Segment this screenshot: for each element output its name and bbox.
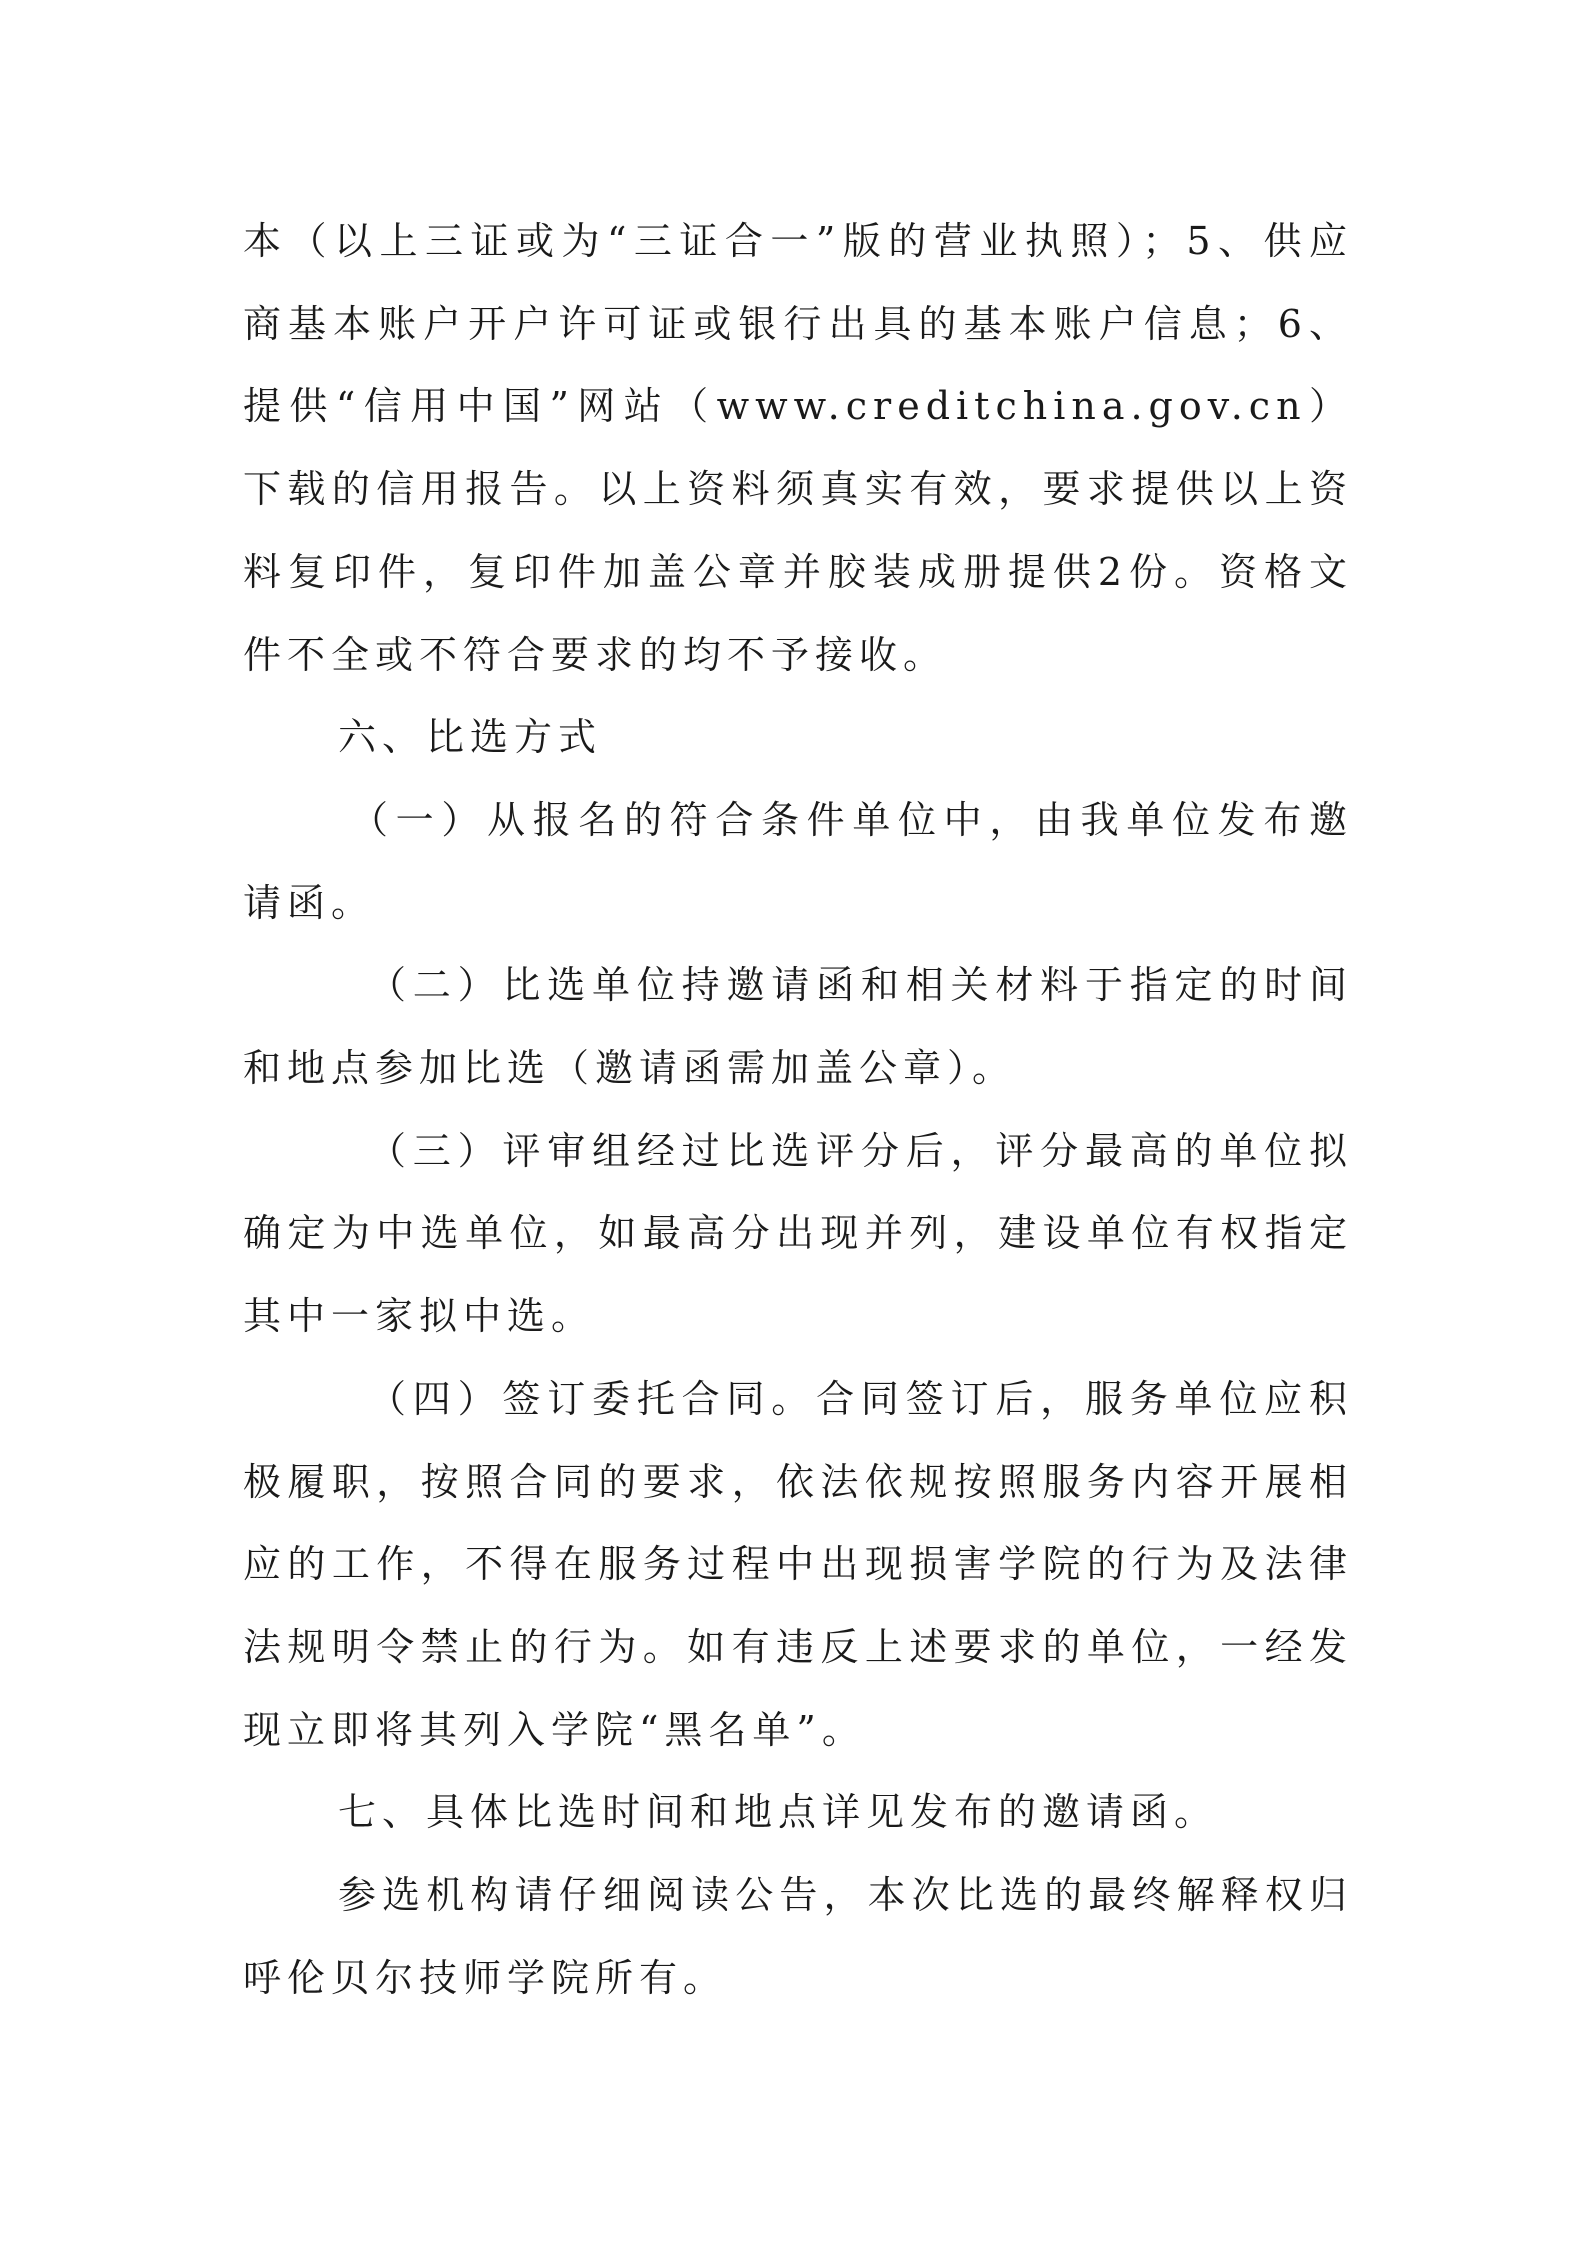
section-heading-selection-method: 六、比选方式	[338, 715, 603, 760]
document-body	[243, 200, 1353, 2019]
paragraph-selection-step-1: （一）从报名的符合条件单位中，由我单位发布邀请函。	[243, 797, 1353, 925]
section-heading-time-location: 七、具体比选时间和地点详见发布的邀请函。	[338, 1790, 1219, 1835]
paragraph-final-interpretation: 参选机构请仔细阅读公告，本次比选的最终解释权归呼伦贝尔技师学院所有。	[243, 1873, 1353, 2000]
paragraph-qualification-materials: 本（以上三证或为“三证合一”版的营业执照）；5、供应商基本账户开户许可证或银行出具的基本账户信息；6、提供“信用中国”网站（www.creditchina.gov.cn）下载的信用报告。以上资料须真实有效，要求提供以上资料复印件，复印件加盖公章并胶装成册提供2份。资格文件不全或不符合要求的均不予接收。	[243, 219, 1353, 677]
paragraph-selection-step-4: （四）签订委托合同。合同签订后，服务单位应积极履职，按照合同的要求，依法依规按照服务内容开展相应的工作，不得在服务过程中出现损害学院的行为及法律法规明令禁止的行为。如有违反上述要求的单位，一经发现立即将其列入学院“黑名单”。	[243, 1376, 1353, 1752]
paragraph-selection-step-2: （二）比选单位持邀请函和相关材料于指定的时间和地点参加比选（邀请函需加盖公章）。	[243, 963, 1353, 1091]
paragraph-selection-step-3: （三）评审组经过比选评分后，评分最高的单位拟确定为中选单位，如最高分出现并列，建设单位有权指定其中一家拟中选。	[243, 1128, 1353, 1339]
